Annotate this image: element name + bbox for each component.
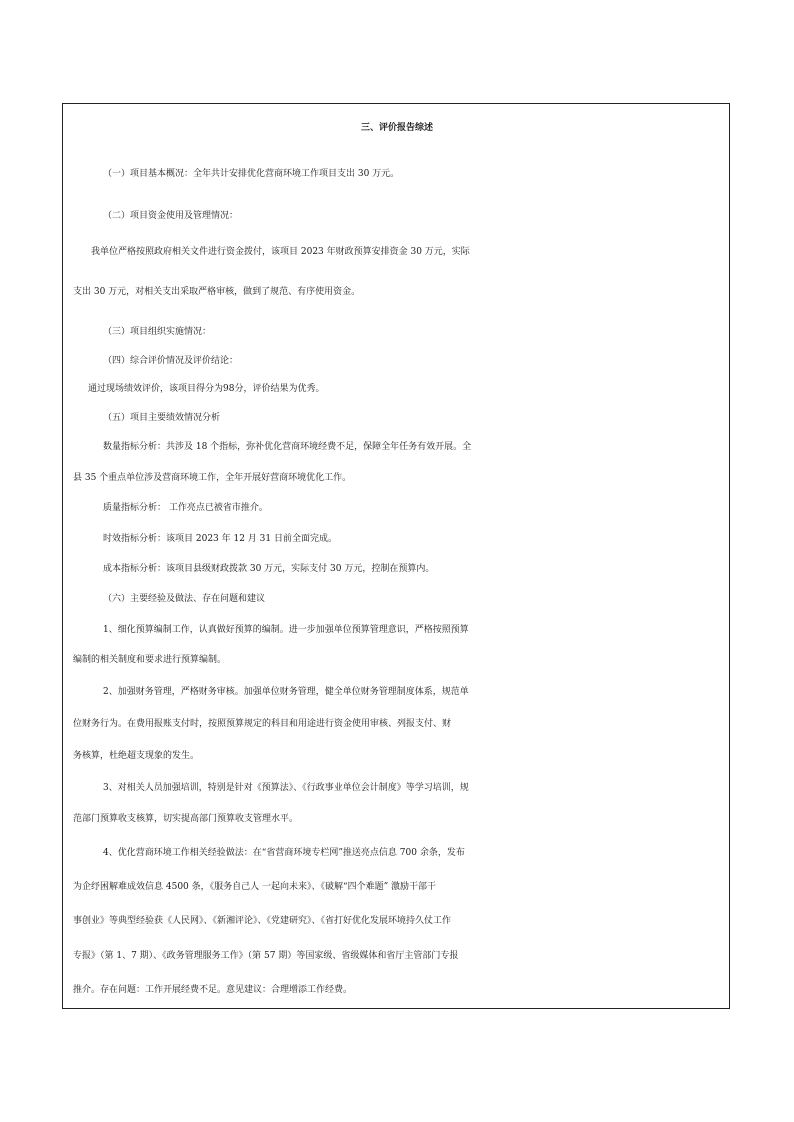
cost-indicator: 成本指标分析：该项目县级财政拨款 30 万元，实际支付 30 万元，控制在预算内。 (103, 564, 435, 574)
section-1-overview: （一）项目基本概况：全年共计安排优化营商环境工作项目支出 30 万元。 (103, 169, 400, 179)
section-6-heading: （六）主要经验及做法、存在问题和建议 (103, 594, 266, 604)
section-3-heading: （三）项目组织实施情况： (103, 327, 212, 337)
section-2-text-line-2: 支出 30 万元，对相关支出采取严格审核，做到了规范、有序使用资金。 (73, 287, 361, 297)
item-4-line-2: 为企纾困解难成效信息 4500 条，《服务自己人 一起向未来》、《破解“四个难题” 激励干部干 (73, 882, 437, 892)
report-title: 三、评价报告综述 (360, 123, 433, 133)
timeliness-indicator: 时效指标分析：该项目 2023 年 12 月 31 日前全面完成。 (103, 534, 337, 544)
section-2-text-line-1: 我单位严格按照政府相关文件进行资金拨付，该项目 2023 年财政预算安排资金 30 万元，实际 (91, 247, 470, 257)
item-2-line-3: 务核算，杜绝超支现象的发生。 (73, 751, 200, 761)
item-2-line-2: 位财务行为。在费用报账支付时，按照预算规定的科目和用途进行资金使用审核、列报支付、财 (73, 719, 452, 729)
quantity-indicator-line-1: 数量指标分析：共涉及 18 个指标，弥补优化营商环境经费不足，保障全年任务有效开展。全 (103, 442, 472, 452)
item-3-line-2: 范部门预算收支核算，切实提高部门预算收支管理水平。 (73, 814, 299, 824)
report-frame (62, 103, 730, 1009)
item-1-line-1: 1、细化预算编制工作，认真做好预算的编制。进一步加强单位预算管理意识，严格按照预算 (103, 625, 469, 635)
item-2-line-1: 2、加强财务管理，严格财务审核。加强单位财务管理，健全单位财务管理制度体系，规范单 (103, 687, 469, 697)
item-4-line-1: 4、优化营商环境工作相关经验做法：在“省营商环境专栏网”推送亮点信息 700 余条，发布 (103, 848, 465, 858)
item-4-line-4: 专报》（第 1、7 期）、《政务管理服务工作》（第 57 期）等国家级、省级媒体和省厅主管部门专报 (73, 951, 459, 961)
section-4-heading: （四）综合评价情况及评价结论： (103, 356, 239, 366)
item-4-line-5: 推介。存在问题：工作开展经费不足。意见建议：合理增添工作经费。 (73, 985, 353, 995)
item-4-line-3: 事创业》等典型经验获《人民网》、《新湘评论》、《党建研究》、《省打好优化发展环境持久仗工作 (73, 916, 452, 926)
item-1-line-2: 编制的相关制度和要求进行预算编制。 (73, 655, 227, 665)
quantity-indicator-line-2: 县 35 个重点单位涉及营商环境工作，全年开展好营商环境优化工作。 (73, 473, 352, 483)
section-4-conclusion: 通过现场绩效评价，该项目得分为98分，评价结果为优秀。 (88, 384, 325, 394)
section-5-heading: （五）项目主要绩效情况分析 (103, 413, 221, 423)
section-2-heading: （二）项目资金使用及管理情况： (103, 211, 239, 221)
quality-indicator: 质量指标分析： 工作亮点已被省市推介。 (103, 503, 268, 513)
item-3-line-1: 3、对相关人员加强培训，特别是针对《预算法》、《行政事业单位会计制度》等学习培训，规 (103, 783, 469, 793)
